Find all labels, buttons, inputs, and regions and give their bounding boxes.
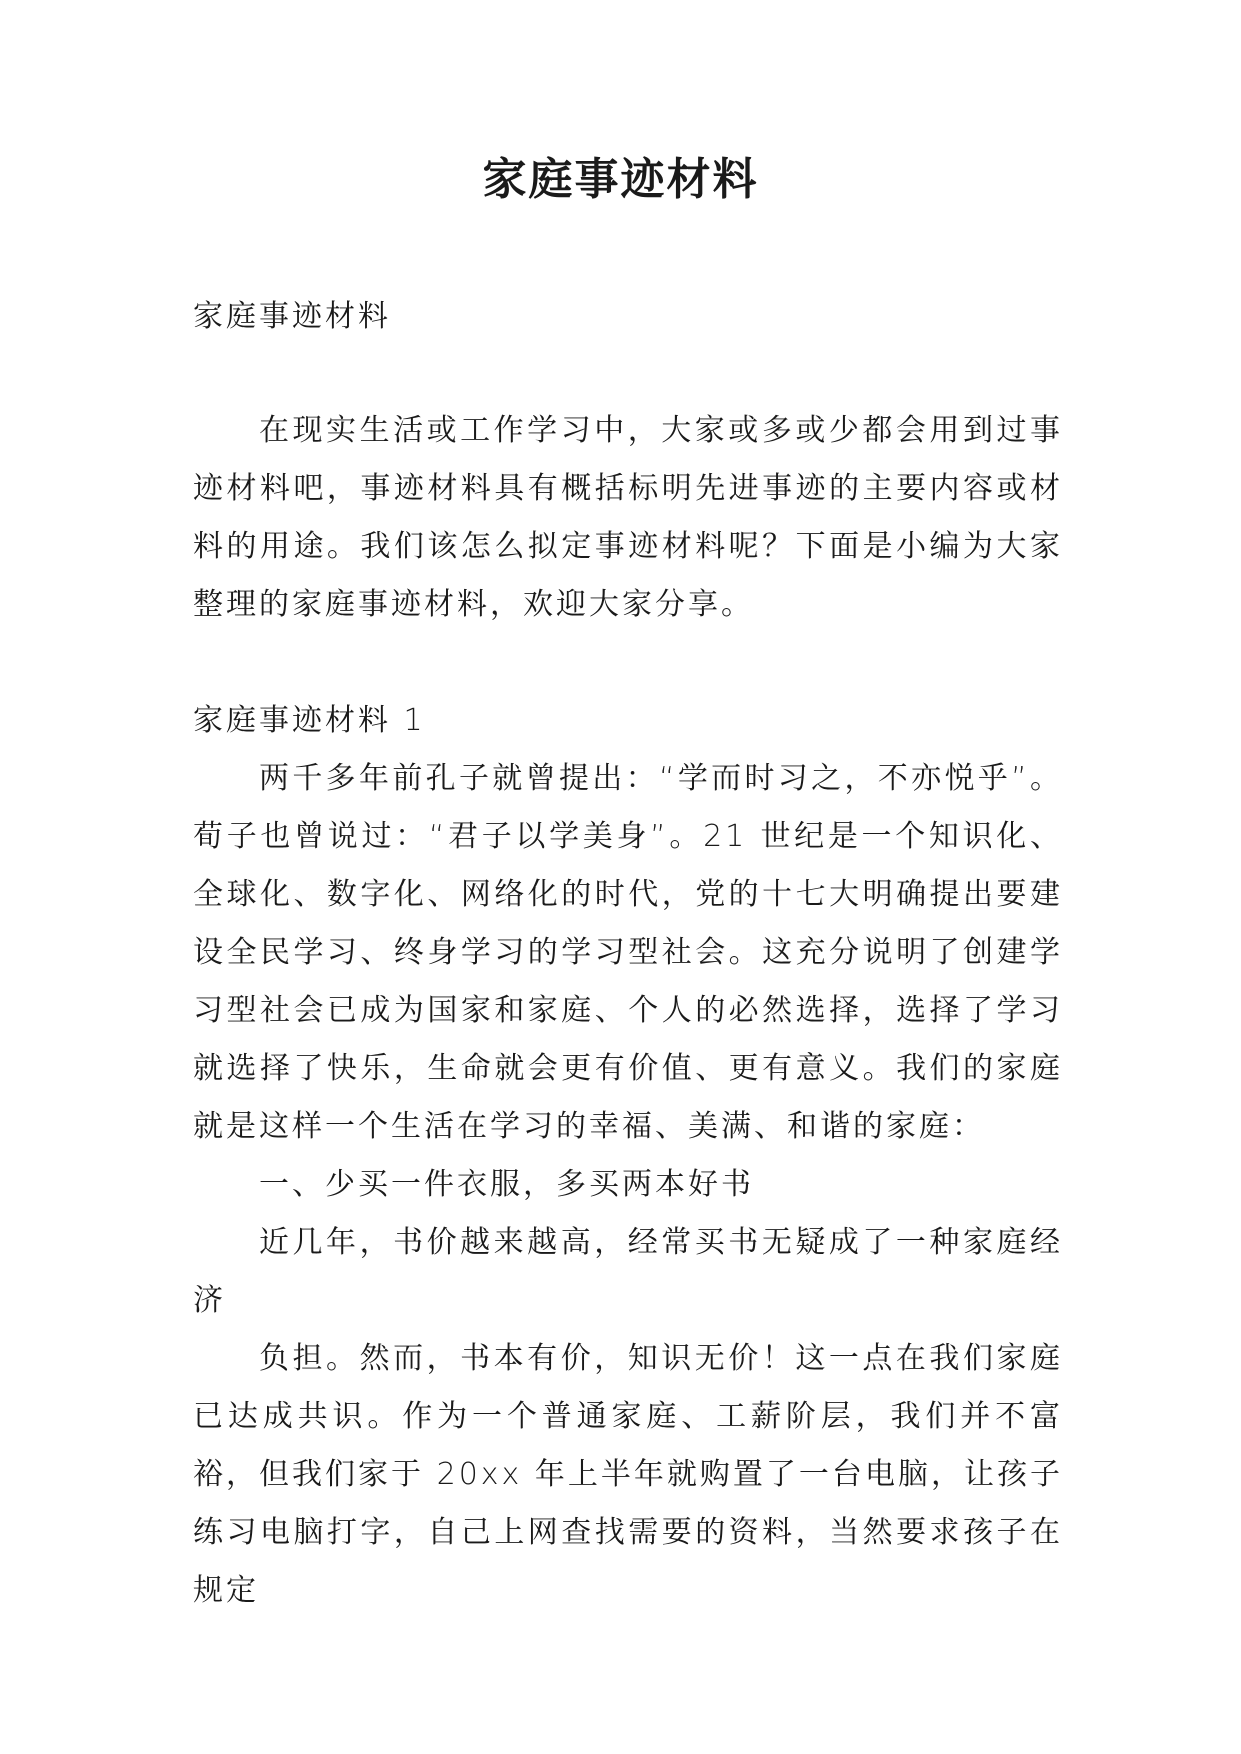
document-title: 家庭事迹材料: [482, 154, 759, 205]
section-heading-1: 家庭事迹材料 1: [193, 703, 426, 738]
intro-paragraph: 在现实生活或工作学习中，大家或多或少都会用到过事迹材料吧，事迹材料具有概括标明先进事迹的主要内容或材料的用途。我们该怎么拟定事迹材料呢？下面是小编为大家整理的家庭事迹材料，欢迎大家分享。: [193, 413, 1063, 622]
section-1-title: 一、少买一件衣服，多买两本好书: [259, 1167, 754, 1202]
body-paragraph-1: 两千多年前孔子就曾提出：“学而时习之，不亦悦乎”。荀子也曾说过：“君子以学美身”。21 世纪是一个知识化、全球化、数字化、网络化的时代，党的十七大明确提出要建设全民学习、终身学习的学习型社会。这充分说明了创建学习型社会已成为国家和家庭、个人的必然选择，选择了学习就选择了快乐，生命就会更有价值、更有意义。我们的家庭就是这样一个生活在学习的幸福、美满、和谐的家庭：: [193, 761, 1063, 1144]
body-paragraph-3: 负担。然而，书本有价，知识无价！这一点在我们家庭已达成共识。作为一个普通家庭、工薪阶层，我们并不富裕，但我们家于 20xx 年上半年就购置了一台电脑，让孩子练习电脑打字，自己上网查找需要的资料，当然要求孩子在规定: [193, 1341, 1063, 1608]
document-subtitle: 家庭事迹材料: [193, 299, 391, 334]
body-paragraph-2: 近几年，书价越来越高，经常买书无疑成了一种家庭经济: [193, 1225, 1063, 1318]
